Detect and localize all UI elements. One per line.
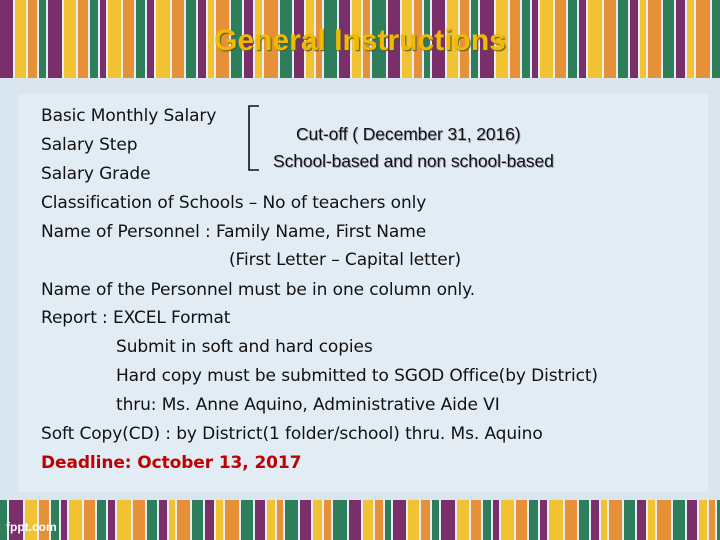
item-submit-copies: Submit in soft and hard copies — [116, 337, 373, 357]
stripe-gap — [239, 500, 241, 540]
item-one-column: Name of the Personnel must be in one column only. — [41, 280, 476, 300]
stripe — [457, 500, 469, 540]
stripe — [648, 500, 655, 540]
stripe — [192, 500, 203, 540]
stripe — [147, 500, 157, 540]
stripe — [333, 500, 347, 540]
stripe — [277, 500, 283, 540]
stripe — [471, 500, 481, 540]
stripe — [601, 500, 607, 540]
stripe-gap — [697, 500, 699, 540]
stripe-gap — [455, 500, 457, 540]
stripe — [69, 500, 82, 540]
stripe-gap — [311, 500, 313, 540]
stripe-gap — [131, 500, 133, 540]
stripe — [540, 500, 547, 540]
stripe-gap — [499, 500, 501, 540]
stripe — [408, 500, 419, 540]
stripe-gap — [646, 500, 648, 540]
stripe — [432, 500, 439, 540]
stripe — [363, 500, 373, 540]
stripe — [501, 500, 514, 540]
stripe-gap — [214, 500, 216, 540]
item-classification: Classification of Schools – No of teachers only — [41, 193, 427, 213]
stripe-gap — [622, 500, 624, 540]
note-school-based: School-based and non school-based — [273, 151, 554, 171]
stripe — [657, 500, 671, 540]
stripe-gap — [223, 500, 225, 540]
stripe-gap — [275, 500, 277, 540]
stripe-gap — [391, 500, 393, 540]
stripe-gap — [253, 500, 255, 540]
stripe-gap — [655, 500, 657, 540]
stripe — [169, 500, 175, 540]
stripe — [609, 500, 622, 540]
stripe-gap — [145, 500, 147, 540]
note-cutoff: Cut-off ( December 31, 2016) — [296, 124, 521, 144]
stripe — [579, 500, 589, 540]
stripe-gap — [373, 500, 375, 540]
stripe-gap — [203, 500, 205, 540]
stripe-gap — [361, 500, 363, 540]
item-hard-copy: Hard copy must be submitted to SGOD Office(by District) — [116, 366, 598, 386]
stripe — [493, 500, 499, 540]
stripe-gap — [115, 500, 117, 540]
stripe-gap — [607, 500, 609, 540]
stripe — [61, 500, 67, 540]
stripe — [216, 500, 223, 540]
bracket-divider — [246, 104, 260, 172]
stripe — [84, 500, 95, 540]
stripe — [673, 500, 685, 540]
stripe-gap — [265, 500, 267, 540]
stripe-gap — [106, 500, 108, 540]
stripe-gap — [298, 500, 300, 540]
stripe-gap — [59, 500, 61, 540]
item-soft-copy: Soft Copy(CD) : by District(1 folder/school) thru. Ms. Aquino — [41, 424, 543, 444]
stripe-gap — [685, 500, 687, 540]
item-thru: thru: Ms. Anne Aquino, Administrative Aide VI — [116, 395, 500, 415]
item-salary-grade: Salary Grade — [41, 164, 151, 184]
stripe — [709, 500, 715, 540]
item-first-letter: (First Letter – Capital letter) — [229, 250, 462, 270]
stripe-gap — [283, 500, 285, 540]
stripe-gap — [157, 500, 159, 540]
stripe-gap — [406, 500, 408, 540]
stripe-gap — [514, 500, 516, 540]
stripe-gap — [577, 500, 579, 540]
stripe-gap — [481, 500, 483, 540]
stripe — [97, 500, 106, 540]
stripe — [177, 500, 190, 540]
stripe-gap — [322, 500, 324, 540]
stripe — [375, 500, 383, 540]
stripe — [637, 500, 646, 540]
stripe-gap — [419, 500, 421, 540]
stripe-gap — [635, 500, 637, 540]
stripe — [549, 500, 563, 540]
stripe — [133, 500, 145, 540]
stripe — [687, 500, 697, 540]
stripe-gap — [383, 500, 385, 540]
fppt-watermark: fppt.com — [6, 520, 57, 534]
stripe — [225, 500, 239, 540]
slide-title: General Instructions — [214, 24, 506, 57]
stripe — [117, 500, 131, 540]
stripe — [267, 500, 275, 540]
stripe-gap — [715, 500, 717, 540]
stripe-gap — [589, 500, 591, 540]
item-report-format: Report : EXCEL Format — [41, 308, 231, 328]
stripe — [205, 500, 214, 540]
stripe — [349, 500, 361, 540]
stripe — [241, 500, 253, 540]
item-salary-step: Salary Step — [41, 135, 138, 155]
item-name-of-personnel: Name of Personnel : Family Name, First Name — [41, 222, 427, 242]
stripe-gap — [538, 500, 540, 540]
stripe-gap — [563, 500, 565, 540]
bottom-stripe-band — [0, 500, 720, 540]
stripe — [529, 500, 538, 540]
stripe-gap — [175, 500, 177, 540]
stripe — [565, 500, 577, 540]
stripe — [516, 500, 527, 540]
stripe — [385, 500, 391, 540]
stripe-gap — [67, 500, 69, 540]
stripe-gap — [430, 500, 432, 540]
stripe — [421, 500, 430, 540]
item-basic-monthly-salary: Basic Monthly Salary — [41, 106, 217, 126]
deadline-text: Deadline: October 13, 2017 — [41, 453, 302, 473]
stripe — [300, 500, 311, 540]
stripe — [159, 500, 167, 540]
stripe — [255, 500, 265, 540]
stripe-gap — [347, 500, 349, 540]
stripe-gap — [671, 500, 673, 540]
stripe — [324, 500, 331, 540]
stripe-gap — [439, 500, 441, 540]
stripe-gap — [469, 500, 471, 540]
stripe — [313, 500, 322, 540]
stripe-gap — [547, 500, 549, 540]
stripe-gap — [331, 500, 333, 540]
stripe-gap — [527, 500, 529, 540]
stripe — [108, 500, 115, 540]
stripe-gap — [167, 500, 169, 540]
stripe — [483, 500, 491, 540]
stripe-gap — [95, 500, 97, 540]
stripe-gap — [82, 500, 84, 540]
stripe — [393, 500, 406, 540]
stripe — [441, 500, 455, 540]
stripe-gap — [190, 500, 192, 540]
stripe — [624, 500, 635, 540]
stripe — [699, 500, 707, 540]
stripe — [285, 500, 298, 540]
stripe-gap — [491, 500, 493, 540]
stripe-gap — [599, 500, 601, 540]
stripe — [591, 500, 599, 540]
stripe-gap — [707, 500, 709, 540]
